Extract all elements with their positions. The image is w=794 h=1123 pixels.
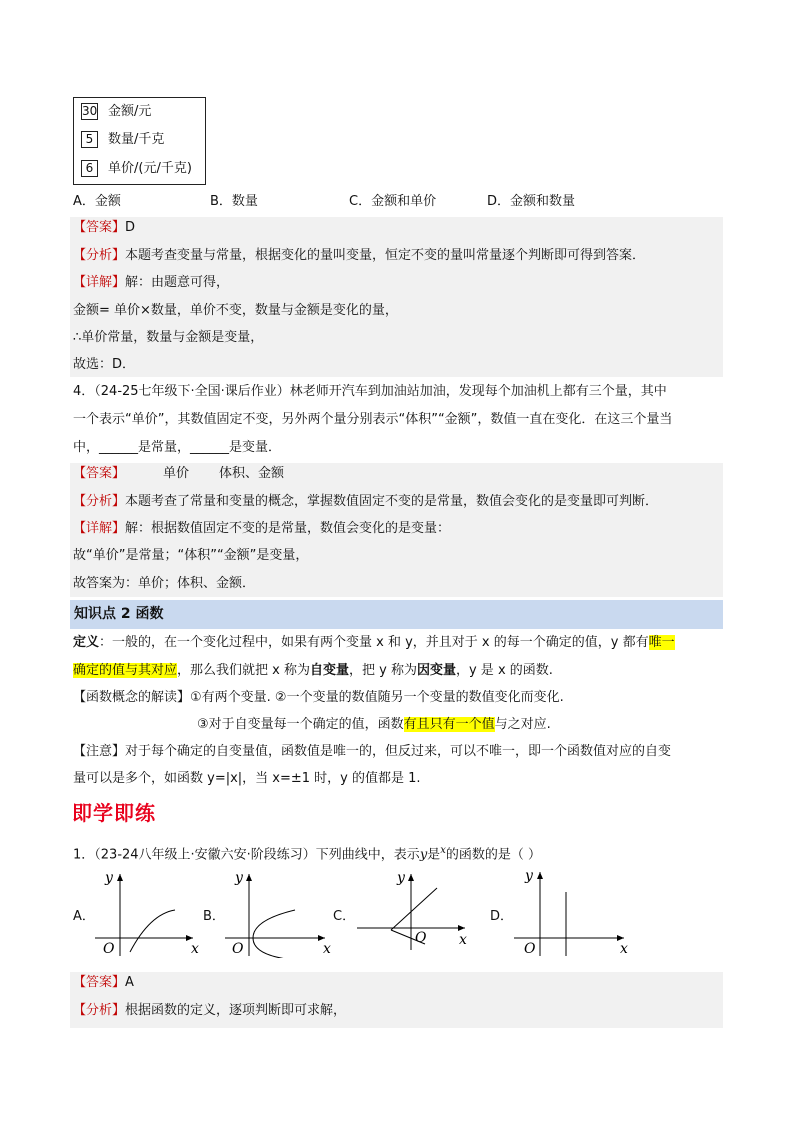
analysis-tag: 【分析】 (73, 248, 126, 263)
section-title: 知识点 2 函数 (74, 606, 164, 622)
analysis-text: 根据函数的定义，逐项判断即可求解， (125, 1003, 347, 1018)
pump-row-amount (81, 103, 151, 121)
axis-label-x: x (323, 941, 331, 957)
definition-text: ：一般的，在一个变化过程中，如果有两个变量 x 和 y，并且对于 x 的每一个确定的值，y 都有 (99, 635, 649, 650)
axis-label-x: x (459, 932, 467, 948)
q4-stem-line: 4．（24-25七年级下·全国·课后作业）林老师开汽车到加油站加油，发现每个加油机上都有三个量，其中 (73, 384, 667, 399)
y-axis-arrow (537, 872, 543, 879)
pump-value-box: 5 (81, 131, 98, 148)
dependent-variable-term: 因变量 (416, 663, 456, 678)
analysis-tag: 【分析】 (73, 494, 126, 509)
graph-option-d (510, 864, 634, 958)
exercise-q1-stem (73, 841, 541, 865)
detail-tag: 【详解】 (73, 275, 126, 290)
exercise-title: 即学即练 (72, 801, 156, 825)
y-axis-arrow (246, 874, 252, 881)
concept-line-1 (73, 688, 564, 708)
answer-value: D (125, 220, 136, 235)
detail-text: 解：根据数值固定不变的是常量，数值会变化的是变量： (125, 521, 451, 536)
definition-text: ，那么我们就把 x 称为 (177, 663, 310, 678)
note-line-1 (73, 742, 671, 762)
q4-analysis (73, 492, 658, 512)
q4-stem-line: 中，______是常量，______是变量． (73, 440, 282, 455)
graph-option-label-a: A． (73, 909, 95, 924)
section-header-band (70, 600, 723, 629)
detail-text: 解：由题意可得， (125, 275, 230, 290)
graph-line-upper (391, 888, 437, 930)
q3-option-a: A．金额 (73, 194, 121, 209)
origin-label: O (232, 941, 244, 957)
graph-option-label-b: B． (203, 909, 225, 924)
q3-detail-line: 故选：D． (73, 357, 136, 372)
q3-solution-block (70, 217, 723, 377)
q3-detail-line: ∴单价常量，数量与金额是变量， (73, 330, 264, 345)
origin-label: O (415, 930, 427, 946)
stem-text: 1．（23-24八年级上·安徽六安·阶段练习）下列曲线中，表示 (73, 847, 420, 863)
q4-answer (73, 464, 284, 484)
axis-label-y: y (525, 868, 533, 884)
axis-label-y: y (105, 870, 113, 886)
note-label: 【注意】 (73, 744, 126, 759)
answer-tag: 【答案】 (73, 975, 126, 990)
pump-label: 数量/千克 (108, 132, 165, 147)
concept-line-2 (197, 715, 551, 735)
q3-detail-line: 金额= 单价×数量，单价不变，数量与金额是变化的量， (73, 303, 398, 318)
graph-curve (253, 910, 295, 958)
note-line-2: 量可以是多个，如函数 y=|x|，当 x=±1 时，y 的值都是 1. (73, 771, 421, 786)
exercise-answer (73, 973, 134, 993)
concept-text: 与之对应. (494, 717, 551, 732)
origin-label: O (524, 941, 536, 957)
q3-detail (73, 273, 229, 293)
origin-label: O (103, 941, 115, 957)
pump-row-quantity (81, 131, 164, 149)
variable-x: x (440, 845, 446, 856)
axis-label-y: y (235, 870, 243, 886)
q3-analysis (73, 246, 645, 266)
stem-text: 的函数的是（ ） (445, 847, 541, 863)
pump-value-box: 30 (82, 104, 98, 118)
y-axis-arrow (408, 874, 414, 881)
graph-curve (130, 910, 175, 952)
q3-option-d: D．金额和数量 (487, 194, 576, 209)
note-text: 对于每个确定的自变量值，函数值是唯一的，但反过来，可以不唯一，即一个函数值对应的自变 (125, 744, 672, 759)
axis-label-x: x (191, 941, 199, 957)
pump-value-box: 6 (81, 160, 98, 177)
pump-display-table (73, 97, 206, 185)
graph-option-label-d: D． (490, 909, 514, 924)
concept-text: ①有两个变量. ②一个变量的数值随另一个变量的数值变化而变化. (190, 690, 564, 705)
pump-row-price (81, 160, 192, 178)
variable-y: y (419, 847, 428, 863)
definition-text: ，y 是 x 的函数. (455, 663, 553, 678)
pump-label: 单价/(元/千克) (108, 161, 192, 176)
highlight-text: 唯一 (648, 635, 675, 650)
q4-detail-line: 故“单价”是常量；“体积”“金额”是变量， (73, 548, 309, 563)
definition-text: ，把 y 称为 (349, 663, 417, 678)
answer-value: A (125, 975, 134, 990)
independent-variable-term: 自变量 (309, 663, 349, 678)
answer-tag: 【答案】 (73, 220, 126, 235)
exercise-analysis (73, 1001, 346, 1021)
q3-answer (73, 218, 135, 238)
q3-option-c: C．金额和单价 (349, 194, 437, 209)
definition-line-1 (73, 633, 675, 653)
highlight-text: 确定的值与其对应 (73, 663, 178, 678)
q4-detail-line: 故答案为：单价；体积、金额． (73, 576, 256, 591)
definition-label: 定义 (73, 635, 100, 650)
q4-stem-line: 一个表示“单价”，其数值固定不变，另外两个量分别表示“体积”“金额”，数值一直在变化．在这三个量当 (73, 412, 673, 427)
answer-value-2: 体积、金额 (219, 466, 285, 481)
axis-label-x: x (620, 941, 628, 957)
q4-detail (73, 519, 450, 539)
answer-tag: 【答案】 (73, 466, 126, 481)
pump-label: 金额/元 (108, 104, 152, 119)
highlight-text: 有且只有一个值 (403, 717, 495, 732)
axis-label-y: y (397, 870, 405, 886)
graph-option-a (93, 868, 205, 958)
graph-option-label-c: C． (333, 909, 356, 924)
answer-value-1: 单价 (163, 466, 190, 481)
analysis-tag: 【分析】 (73, 1003, 126, 1018)
stem-text: 是 (427, 847, 441, 863)
y-axis-arrow (117, 874, 123, 881)
x-axis-arrow (458, 925, 465, 931)
concept-text: ③对于自变量每一个确定的值，函数 (197, 717, 404, 732)
concept-label: 【函数概念的解读】 (73, 690, 191, 705)
graph-option-c (353, 864, 479, 954)
graph-option-b (223, 868, 335, 958)
analysis-text: 本题考查了常量和变量的概念，掌握数值固定不变的是常量，数值会变化的是变量即可判断． (125, 494, 659, 509)
q3-option-b: B．数量 (210, 194, 258, 209)
detail-tag: 【详解】 (73, 521, 126, 536)
definition-line-2 (73, 661, 553, 681)
analysis-text: 本题考查变量与常量，根据变化的量叫变量，恒定不变的量叫常量逐个判断即可得到答案． (125, 248, 646, 263)
